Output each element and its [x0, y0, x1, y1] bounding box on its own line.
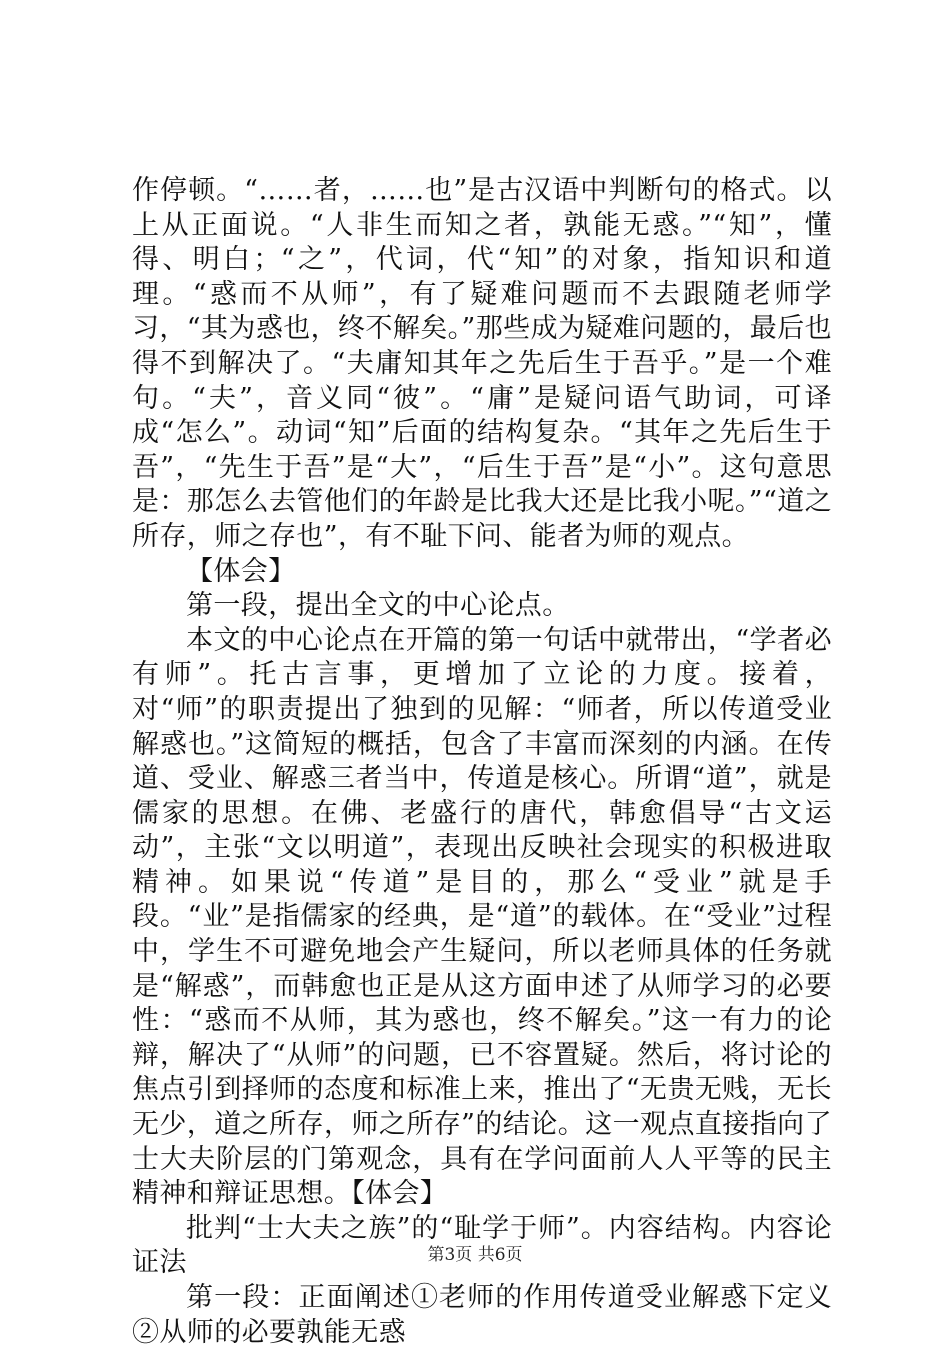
paragraph-explanation: 作停顿。“……者，……也”是古汉语中判断句的格式。以上从正面说。“人非生而知之者，孰能无惑。”“知”，懂得、明白；“之”，代词，代“知”的对象，指知识和道理。“惑而不从师”，有了疑难问题而不去跟随老师学习，“其为惑也，终不解矣。”那些成为疑难问题的，最后也得不到解决了。“夫庸知其年之先后生于吾乎。”是一个难句。“夫”，音义同“彼”。“庸”是疑问语气助词，可译成“怎么”。动词“知”后面的结构复杂。“其年之先后生于吾”，“先生于吾”是“大”，“后生于吾”是“小”。这句意思是：那怎么去管他们的年龄是比我大还是比我小呢。”“道之所存，师之存也”，有不耻下问、能者为师的观点。 — [132, 175, 832, 552]
paragraph-heading-tihui: 【体会】 — [186, 555, 296, 587]
document-body — [132, 174, 832, 1350]
page-number-footer: 第3页 共6页 — [427, 1245, 523, 1265]
paragraph-structure: 第一段：正面阐述①老师的作用传道受业解惑下定义②从师的必要孰能无惑 — [132, 1282, 832, 1348]
paragraph-critique: 批判“士大夫之族”的“耻学于师”。内容结构。内容论证法 — [132, 1212, 832, 1279]
paragraph-first-section: 第一段，提出全文的中心论点。 — [186, 590, 570, 622]
paragraph-central-argument: 本文的中心论点在开篇的第一句话中就带出，“学者必有师”。托古言事，更增加了立论的力度。接着，对“师”的职责提出了独到的见解：“师者，所以传道受业解惑也。”这简短的概括，包含了丰富而深刻的内涵。在传道、受业、解惑三者当中，传道是核心。所谓“道”，就是儒家的思想。在佛、老盛行的唐代，韩愈倡导“古文运动”，主张“文以明道”，表现出反映社会现实的积极进取精神。如果说“传道”是目的，那么“受业”就是手段。“业”是指儒家的经典，是“道”的载体。在“受业”过程中，学生不可避免地会产生疑问，所以老师具体的任务就是“解惑”，而韩愈也正是从这方面申述了从师学习的必要性：“惑而不从师，其为惑也，终不解矣。”这一有力的论辩，解决了“从师”的问题，已不容置疑。然后，将讨论的焦点引到择师的态度和标准上来，推出了“无贵无贱，无长无少，道之所存，师之所存”的结论。这一观点直接指向了士大夫阶层的门第观念，具有在学问面前人人平等的民主精神和辩证思想。【体会】 — [132, 624, 832, 1210]
